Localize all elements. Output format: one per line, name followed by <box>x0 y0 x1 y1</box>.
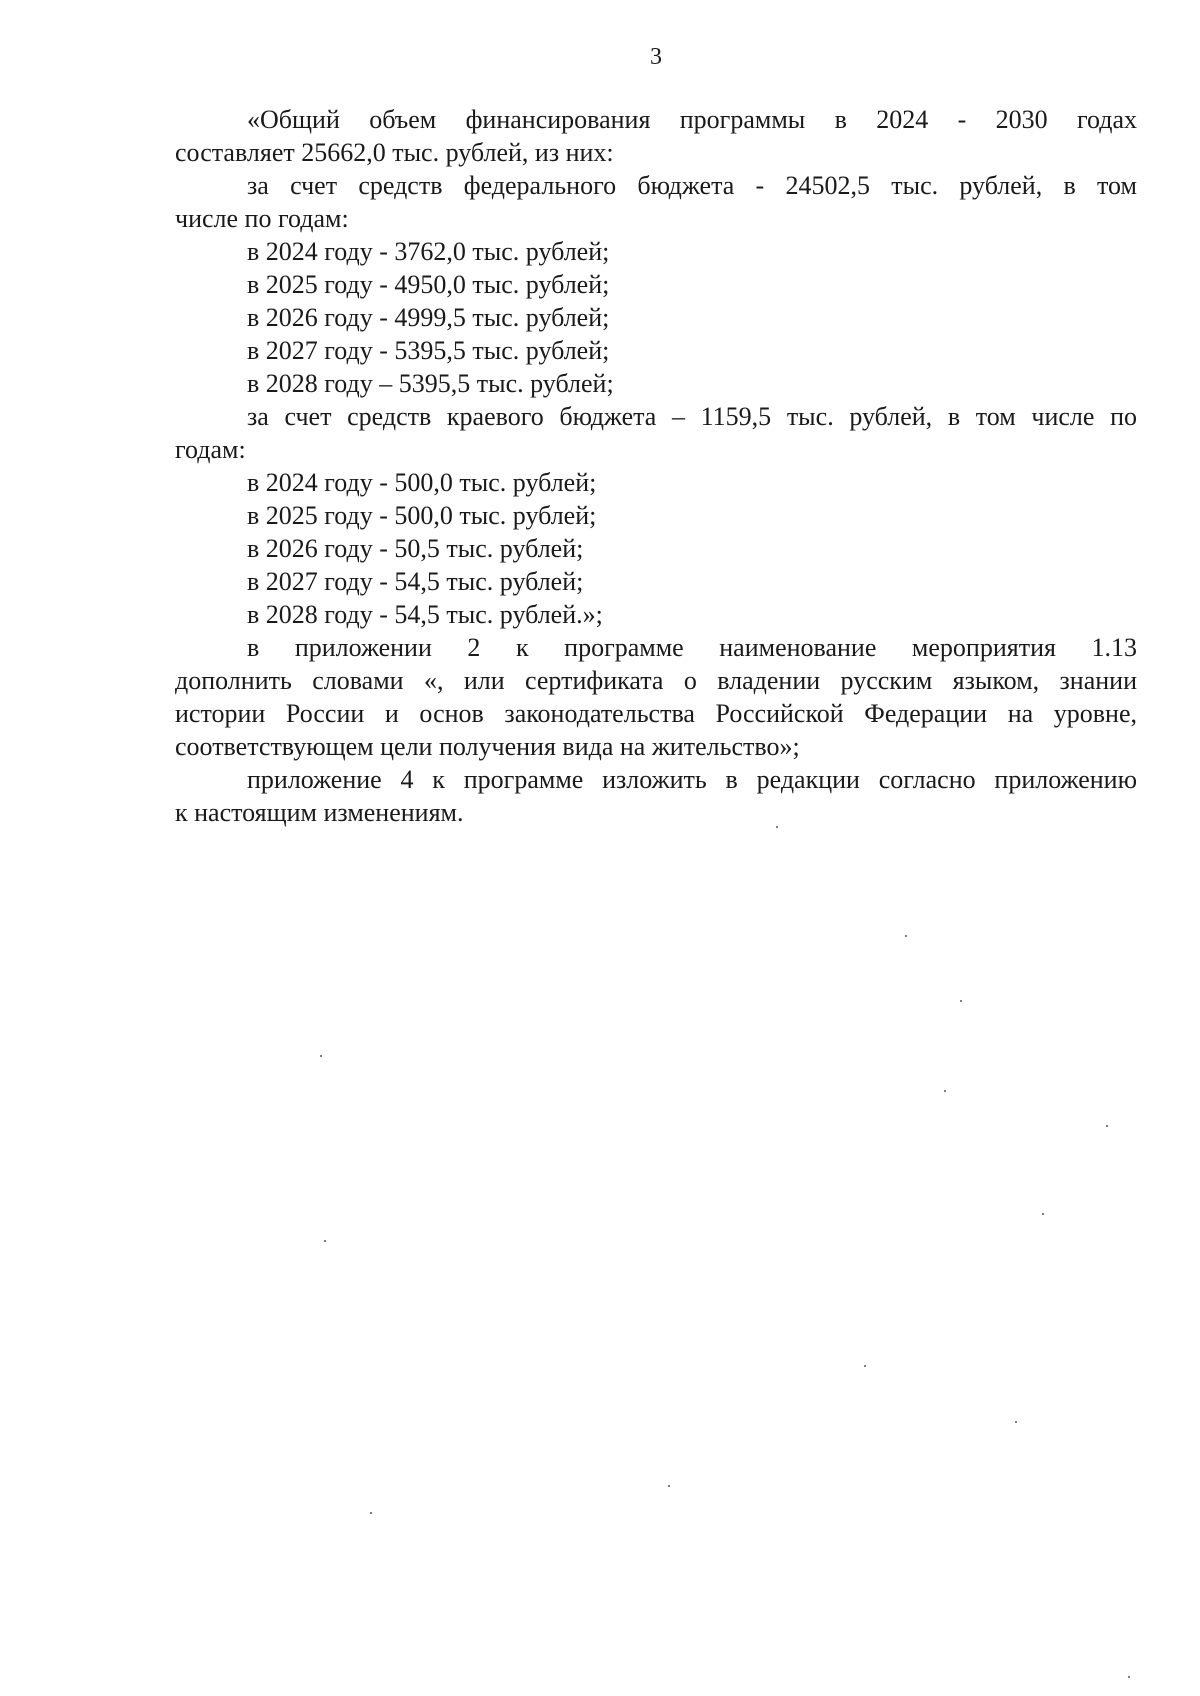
federal-item-2028: в 2028 году – 5395,5 тыс. рублей; <box>247 369 614 398</box>
federal-item-2024: в 2024 году - 3762,0 тыс. рублей; <box>247 237 610 266</box>
regional-item-2028: в 2028 году - 54,5 тыс. рублей.»; <box>247 600 603 629</box>
federal-item-2027: в 2027 году - 5395,5 тыс. рублей; <box>247 336 610 365</box>
scan-speck <box>944 1090 946 1092</box>
appendix4-line-1: приложение 4 к программе изложить в редакции согласно приложению <box>247 765 1137 794</box>
regional-line-2: годам: <box>175 435 246 464</box>
intro-line-1: «Общий объем финансирования программы в 2024 - 2030 годах <box>247 105 1137 134</box>
regional-line-1: за счет средств краевого бюджета – 1159,5 тыс. рублей, в том числе по <box>247 402 1137 431</box>
intro-line-2: составляет 25662,0 тыс. рублей, из них: <box>175 138 614 167</box>
scan-speck <box>776 826 778 828</box>
scan-speck <box>960 1000 962 1002</box>
federal-line-1: за счет средств федерального бюджета - 24502,5 тыс. рублей, в том <box>247 171 1137 200</box>
federal-item-2026: в 2026 году - 4999,5 тыс. рублей; <box>247 303 610 332</box>
page-number: 3 <box>650 44 662 70</box>
federal-line-2: числе по годам: <box>175 204 349 233</box>
scan-speck <box>1015 1421 1017 1423</box>
scan-speck <box>1106 1125 1108 1127</box>
appendix2-line-1: в приложении 2 к программе наименование мероприятия 1.13 <box>247 633 1137 662</box>
scan-speck <box>864 1365 866 1367</box>
scan-speck <box>1042 1213 1044 1215</box>
document-body <box>175 103 1137 829</box>
scan-speck <box>370 1512 372 1514</box>
scan-speck <box>324 1240 326 1242</box>
scan-speck <box>905 935 907 937</box>
appendix2-line-4: соответствующем цели получения вида на жительство»; <box>175 732 800 761</box>
regional-item-2024: в 2024 году - 500,0 тыс. рублей; <box>247 468 597 497</box>
appendix4-line-2: к настоящим изменениям. <box>175 798 464 827</box>
federal-item-2025: в 2025 году - 4950,0 тыс. рублей; <box>247 270 610 299</box>
scan-speck <box>320 1055 322 1057</box>
appendix2-line-2: дополнить словами «, или сертификата о владении русским языком, знании <box>175 666 1137 695</box>
scan-speck <box>1128 1676 1130 1678</box>
regional-item-2025: в 2025 году - 500,0 тыс. рублей; <box>247 501 597 530</box>
regional-item-2026: в 2026 году - 50,5 тыс. рублей; <box>247 534 584 563</box>
appendix2-line-3: истории России и основ законодательства Российской Федерации на уровне, <box>175 699 1137 728</box>
regional-item-2027: в 2027 году - 54,5 тыс. рублей; <box>247 567 584 596</box>
scan-speck <box>668 1485 670 1487</box>
